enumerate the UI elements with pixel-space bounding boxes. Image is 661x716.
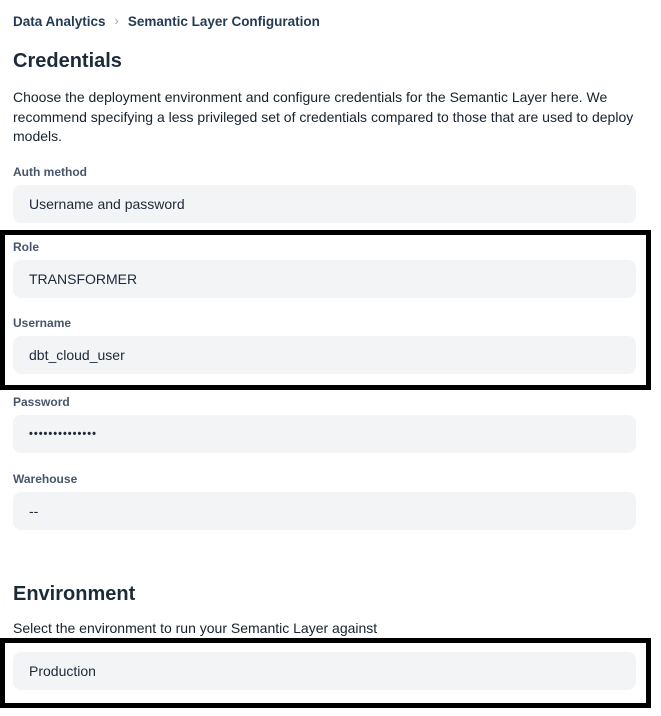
chevron-right-icon: › [114,13,119,28]
username-field-group [13,316,636,374]
environment-select[interactable]: Production [13,652,636,690]
role-field-group [13,240,636,298]
role-label: Role [13,239,40,254]
username-label: Username [13,315,72,330]
warehouse-label: Warehouse [13,471,78,486]
breadcrumb-item-semantic-layer-configuration[interactable]: Semantic Layer Configuration [127,14,320,29]
breadcrumb [0,0,661,29]
warehouse-field-group [13,472,661,530]
auth-method-field-group [13,165,661,223]
password-field-group [13,395,661,453]
warehouse-input[interactable]: -- [13,492,636,530]
auth-method-select[interactable]: Username and password [13,185,636,223]
role-input[interactable]: TRANSFORMER [13,260,636,298]
environment-section-title: Environment [13,582,136,605]
credentials-description: Choose the deployment environment and configure credentials for the Semantic Layer here. We recommend specifying a less privileged set of credentials compared to those that are used to deploy models. [13,89,634,144]
breadcrumb-item-data-analytics[interactable]: Data Analytics [13,14,106,29]
highlight-box-environment [0,638,651,708]
password-label: Password [13,394,70,409]
password-input[interactable]: •••••••••••••• [13,415,636,453]
username-input[interactable]: dbt_cloud_user [13,336,636,374]
environment-description: Select the environment to run your Semantic Layer against [13,619,378,636]
credentials-section-title: Credentials [13,50,122,72]
auth-method-label: Auth method [13,164,87,179]
highlight-box-role-username [0,230,651,390]
